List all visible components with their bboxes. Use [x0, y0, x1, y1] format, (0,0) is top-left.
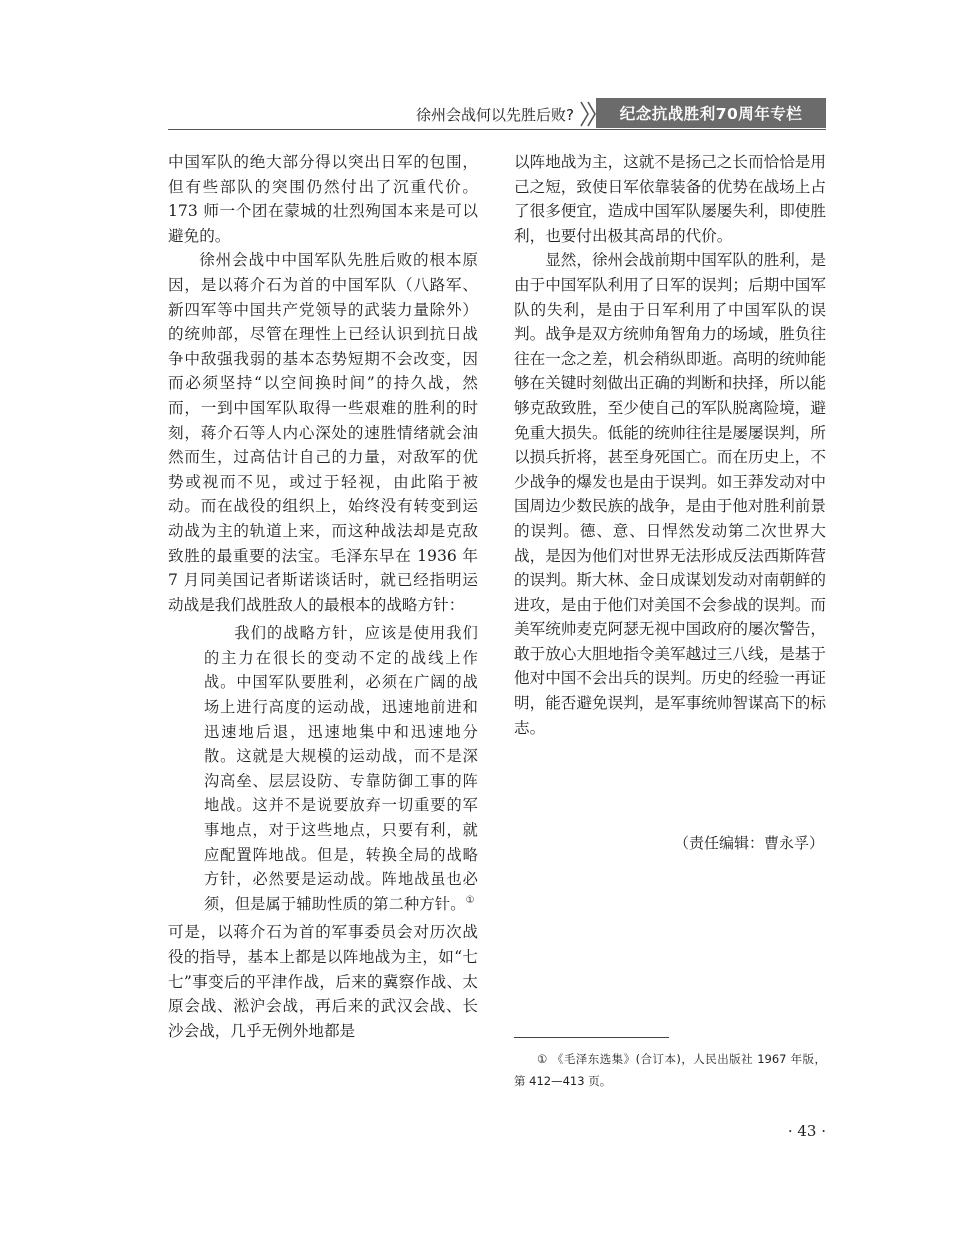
left-paragraph-1: 中国军队的绝大部分得以突出日军的包围，但有些部队的突围仍然付出了沉重代价。173 师一个团在蒙城的壮烈殉国本来是可以避免的。	[168, 153, 478, 245]
page-number: · 43 ·	[787, 1122, 826, 1140]
right-column	[514, 150, 826, 740]
block-quote	[204, 621, 478, 916]
left-paragraph-2: 徐州会战中中国军队先胜后败的根本原因，是以蒋介石为首的中国军队（八路军、新四军等中国共产党领导的武装力量除外）的统帅部，尽管在理性上已经认识到抗日战争中敌强我弱的基本态势短期不会改变，因而必须坚持“以空间换时间”的持久战，然而，一到中国军队取得一些艰难的胜利的时刻，蒋介石等人内心深处的速胜情绪就会油然而生，过高估计自己的力量，对敌军的优势或视而不见，或过于轻视，由此陷于被动。而在战役的组织上，始终没有转变到运动战为主的轨道上来，而这种战法却是克敌致胜的最重要的法宝。毛泽东早在 1936 年 7 月同美国记者斯诺谈话时，就已经指明运动战是我们战胜敌人的最根本的战略方针：	[168, 251, 478, 614]
running-header	[168, 98, 826, 130]
right-paragraph-2: 显然，徐州会战前期中国军队的胜利，是由于中国军队利用了日军的误判；后期中国军队的失利，是由于日军利用了中国军队的误判。战争是双方统帅角智角力的场域，胜负往往在一念之差，机会稍纵即逝。高明的统帅能够在关键时刻做出正确的判断和抉择，所以能够克敌致胜，至少使自己的军队脱离险境，避免重大损失。低能的统帅往往是屡屡误判，所以损兵折将，甚至身死国亡。而在历史上，不少战争的爆发也是由于误判。如王莽发动对中国周边少数民族的战争，是由于他对胜利前景的误判。德、意、日悍然发动第二次世界大战，是因为他们对世界无法形成反法西斯阵营的误判。斯大林、金日成谋划发动对南朝鲜的进攻，是由于他们对美国不会参战的误判。而美军统帅麦克阿瑟无视中国政府的屡次警告，敢于放心大胆地指令美军越过三八线，是基于他对中国不会出兵的误判。历史的经验一再证明，能否避免误判，是军事统帅智谋高下的标志。	[514, 251, 826, 737]
header-rule	[168, 129, 826, 130]
column-banner: 纪念抗战胜利70周年专栏	[596, 98, 826, 128]
article-title: 徐州会战何以先胜后败?	[416, 106, 574, 124]
footnote-rule	[514, 1037, 669, 1038]
footnote: ① 《毛泽东选集》(合订本)，人民出版社 1967 年版，第 412—413 页。	[514, 1052, 826, 1088]
responsible-editor: （责任编辑：曹永孚）	[673, 834, 824, 852]
left-column	[168, 150, 478, 1043]
left-paragraph-3: 可是，以蒋介石为首的军事委员会对历次战役的指导，基本上都是以阵地战为主，如“七七”事变后的平津作战，后来的冀察作战、太原会战、淞沪会战，再后来的武汉会战、长沙会战，几乎无例外地都是	[168, 923, 478, 1040]
right-paragraph-1: 以阵地战为主，这就不是扬己之长而恰恰是用己之短，致使日军依靠装备的优势在战场上占了很多便宜，造成中国军队屡屡失利，即使胜利，也要付出极其高昂的代价。	[514, 153, 826, 245]
footnote-mark: ①	[465, 894, 475, 906]
quote-text: 我们的战略方针，应该是使用我们的主力在很长的变动不定的战线上作战。中国军队要胜利，必须在广阔的战场上进行高度的运动战，迅速地前进和迅速地后退，迅速地集中和迅速地分散。这就是大规模的运动战，而不是深沟高垒、层层设防、专靠防御工事的阵地战。这并不是说要放弃一切重要的军事地点，对于这些地点，只要有利，就应配置阵地战。但是，转换全局的战略方针，必然要是运动战。阵地战虽也必须，但是属于辅助性质的第二种方针。	[204, 624, 478, 913]
